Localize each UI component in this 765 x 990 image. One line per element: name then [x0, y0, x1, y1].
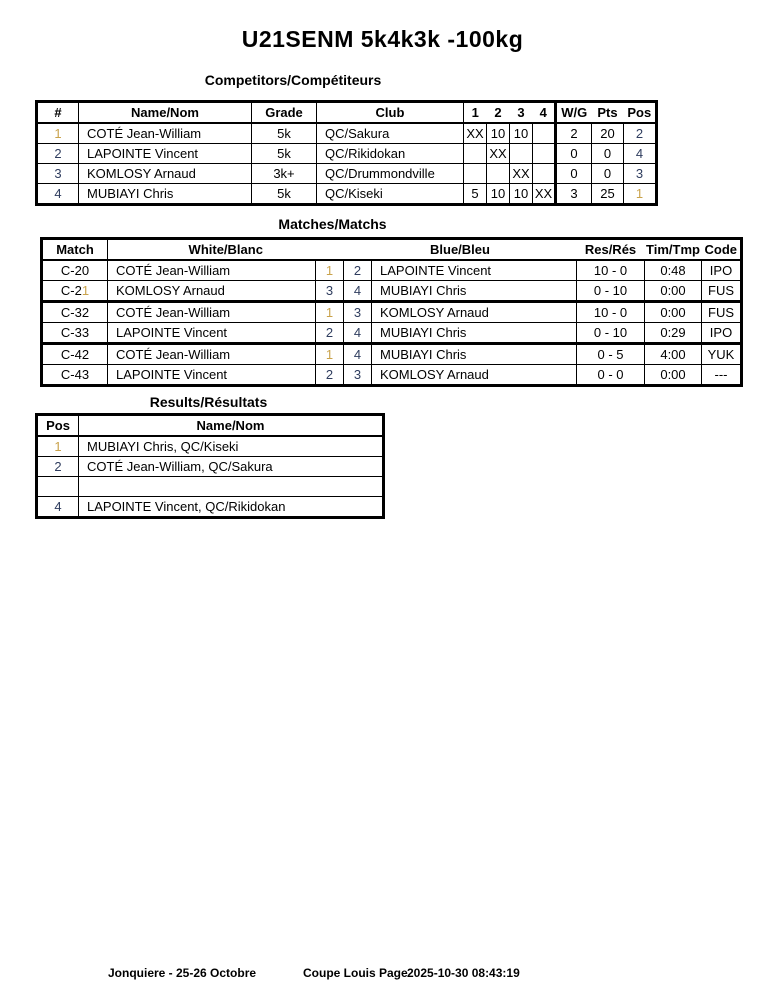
col-header-grade: Grade: [252, 102, 317, 124]
col-header-round4: 4: [533, 102, 556, 124]
white-competitor-name: LAPOINTE Vincent: [108, 323, 316, 344]
col-header-round2: 2: [487, 102, 510, 124]
competitor-name: LAPOINTE Vincent: [79, 144, 252, 164]
competitors-header-row: [37, 102, 657, 124]
round-score: XX: [510, 164, 533, 184]
result-name: MUBIAYI Chris, QC/Kiseki: [79, 436, 384, 457]
competitor-wins: 3: [556, 184, 592, 205]
blue-competitor-seed: 4: [344, 281, 372, 302]
white-competitor-name: COTÉ Jean-William: [108, 302, 316, 323]
round-score: [487, 164, 510, 184]
col-header-position: Pos: [37, 415, 79, 437]
match-code: YUK: [702, 344, 742, 365]
result-row: [37, 436, 384, 457]
competitor-club: QC/Sakura: [317, 123, 464, 144]
round-score: XX: [533, 184, 556, 205]
match-number-prefix: C-3: [60, 305, 82, 320]
white-competitor-seed: 1: [316, 260, 344, 281]
match-result: 0 - 10: [577, 323, 645, 344]
col-header-points: Pts: [592, 102, 624, 124]
match-code: IPO: [702, 323, 742, 344]
col-header-match: Match: [42, 239, 108, 261]
match-result: 0 - 5: [577, 344, 645, 365]
match-row: [42, 344, 742, 365]
results-header-row: [37, 415, 384, 437]
match-time: 0:00: [645, 302, 702, 323]
competitor-position: 3: [624, 164, 657, 184]
round-score: XX: [487, 144, 510, 164]
round-score: [533, 144, 556, 164]
competitor-grade: 5k: [252, 184, 317, 205]
competitor-club: QC/Rikidokan: [317, 144, 464, 164]
match-number: [42, 323, 108, 344]
competitor-grade: 3k+: [252, 164, 317, 184]
blue-competitor-name: LAPOINTE Vincent: [372, 260, 577, 281]
blue-competitor-seed: 3: [344, 365, 372, 386]
col-header-name: Name/Nom: [79, 102, 252, 124]
round-score: XX: [464, 123, 487, 144]
match-result: 10 - 0: [577, 302, 645, 323]
col-header-wins: W/G: [556, 102, 592, 124]
col-header-round3: 3: [510, 102, 533, 124]
competitor-grade: 5k: [252, 144, 317, 164]
match-number-prefix: C-4: [60, 347, 82, 362]
white-competitor-name: COTÉ Jean-William: [108, 344, 316, 365]
match-code: ---: [702, 365, 742, 386]
competitor-club: QC/Kiseki: [317, 184, 464, 205]
white-competitor-name: KOMLOSY Arnaud: [108, 281, 316, 302]
blue-competitor-name: KOMLOSY Arnaud: [372, 365, 577, 386]
match-row: [42, 302, 742, 323]
match-number: [42, 365, 108, 386]
col-header-number: #: [37, 102, 79, 124]
match-number-prefix: C-4: [60, 367, 82, 382]
result-position: 2: [37, 457, 79, 477]
match-row: [42, 281, 742, 302]
white-competitor-seed: 3: [316, 281, 344, 302]
page-title: U21SENM 5k4k3k -100kg: [241, 26, 524, 52]
footer-event-name: Coupe Louis Page: [303, 966, 408, 980]
match-number-last: 2: [81, 305, 90, 320]
result-position: 4: [37, 497, 79, 518]
matches-section-heading: Matches/Matchs: [278, 216, 387, 232]
white-competitor-seed: 1: [316, 344, 344, 365]
round-score: 5: [464, 184, 487, 205]
blue-competitor-seed: 4: [344, 344, 372, 365]
competitor-position: 1: [624, 184, 657, 205]
result-row: [37, 457, 384, 477]
competitor-position: 4: [624, 144, 657, 164]
competitors-table: [35, 100, 658, 206]
competitor-number: 3: [37, 164, 79, 184]
round-score: 10: [510, 184, 533, 205]
competitor-points: 0: [592, 164, 624, 184]
competitor-row: [37, 123, 657, 144]
round-score: 10: [487, 123, 510, 144]
results-table: [35, 413, 385, 519]
col-header-position: Pos: [624, 102, 657, 124]
competitor-points: 20: [592, 123, 624, 144]
competitor-wins: 0: [556, 164, 592, 184]
white-competitor-seed: 1: [316, 302, 344, 323]
match-number-prefix: C-2: [60, 283, 82, 298]
blue-competitor-name: MUBIAYI Chris: [372, 323, 577, 344]
result-position: 1: [37, 436, 79, 457]
match-time: 4:00: [645, 344, 702, 365]
competitor-name: MUBIAYI Chris: [79, 184, 252, 205]
match-code: IPO: [702, 260, 742, 281]
col-header-club: Club: [317, 102, 464, 124]
results-section-heading: Results/Résultats: [149, 394, 268, 410]
competitor-grade: 5k: [252, 123, 317, 144]
col-header-time: Tim/Tmp: [645, 239, 702, 261]
competitor-name: KOMLOSY Arnaud: [79, 164, 252, 184]
matches-header-row: [42, 239, 742, 261]
competitors-section-heading: Competitors/Compétiteurs: [204, 72, 382, 88]
result-name: [79, 477, 384, 497]
col-header-round1: 1: [464, 102, 487, 124]
match-number: [42, 302, 108, 323]
footer-event-location: Jonquiere - 25-26 Octobre: [108, 966, 257, 980]
match-time: 0:00: [645, 281, 702, 302]
blue-competitor-name: MUBIAYI Chris: [372, 344, 577, 365]
result-row: [37, 497, 384, 518]
match-time: 0:29: [645, 323, 702, 344]
result-name: LAPOINTE Vincent, QC/Rikidokan: [79, 497, 384, 518]
match-number-prefix: C-3: [60, 325, 82, 340]
matches-table: [40, 237, 743, 387]
match-number: [42, 281, 108, 302]
competitor-points: 25: [592, 184, 624, 205]
col-header-white: White/Blanc: [108, 239, 344, 261]
match-result: 10 - 0: [577, 260, 645, 281]
competitor-club: QC/Drummondville: [317, 164, 464, 184]
competitor-wins: 2: [556, 123, 592, 144]
match-code: FUS: [702, 302, 742, 323]
result-name: COTÉ Jean-William, QC/Sakura: [79, 457, 384, 477]
round-score: [464, 144, 487, 164]
competitor-position: 2: [624, 123, 657, 144]
match-number-last: 1: [81, 283, 90, 298]
match-number-last: 2: [81, 347, 90, 362]
competitor-points: 0: [592, 144, 624, 164]
match-number-last: 3: [81, 325, 90, 340]
match-row: [42, 260, 742, 281]
round-score: 10: [487, 184, 510, 205]
blue-competitor-seed: 2: [344, 260, 372, 281]
white-competitor-seed: 2: [316, 323, 344, 344]
blue-competitor-name: KOMLOSY Arnaud: [372, 302, 577, 323]
competitor-number: 2: [37, 144, 79, 164]
blue-competitor-seed: 3: [344, 302, 372, 323]
round-score: [464, 164, 487, 184]
match-row: [42, 365, 742, 386]
result-row: [37, 477, 384, 497]
match-time: 0:48: [645, 260, 702, 281]
white-competitor-seed: 2: [316, 365, 344, 386]
white-competitor-name: COTÉ Jean-William: [108, 260, 316, 281]
match-number-last: 0: [81, 263, 90, 278]
match-number-last: 3: [81, 367, 90, 382]
match-time: 0:00: [645, 365, 702, 386]
result-position: [37, 477, 79, 497]
round-score: 10: [510, 123, 533, 144]
match-number: [42, 344, 108, 365]
match-result: 0 - 10: [577, 281, 645, 302]
white-competitor-name: LAPOINTE Vincent: [108, 365, 316, 386]
round-score: [533, 164, 556, 184]
col-header-result: Res/Rés: [577, 239, 645, 261]
competitor-row: [37, 184, 657, 205]
competitor-number: 4: [37, 184, 79, 205]
match-number-prefix: C-2: [60, 263, 82, 278]
competitor-row: [37, 164, 657, 184]
match-number: [42, 260, 108, 281]
match-row: [42, 323, 742, 344]
competitor-number: 1: [37, 123, 79, 144]
match-code: FUS: [702, 281, 742, 302]
competitor-row: [37, 144, 657, 164]
col-header-blue: Blue/Bleu: [344, 239, 577, 261]
round-score: [510, 144, 533, 164]
col-header-name: Name/Nom: [79, 415, 384, 437]
footer-timestamp: 2025-10-30 08:43:19: [407, 966, 520, 980]
col-header-code: Code: [702, 239, 742, 261]
match-result: 0 - 0: [577, 365, 645, 386]
blue-competitor-seed: 4: [344, 323, 372, 344]
competitor-name: COTÉ Jean-William: [79, 123, 252, 144]
competitor-wins: 0: [556, 144, 592, 164]
round-score: [533, 123, 556, 144]
blue-competitor-name: MUBIAYI Chris: [372, 281, 577, 302]
